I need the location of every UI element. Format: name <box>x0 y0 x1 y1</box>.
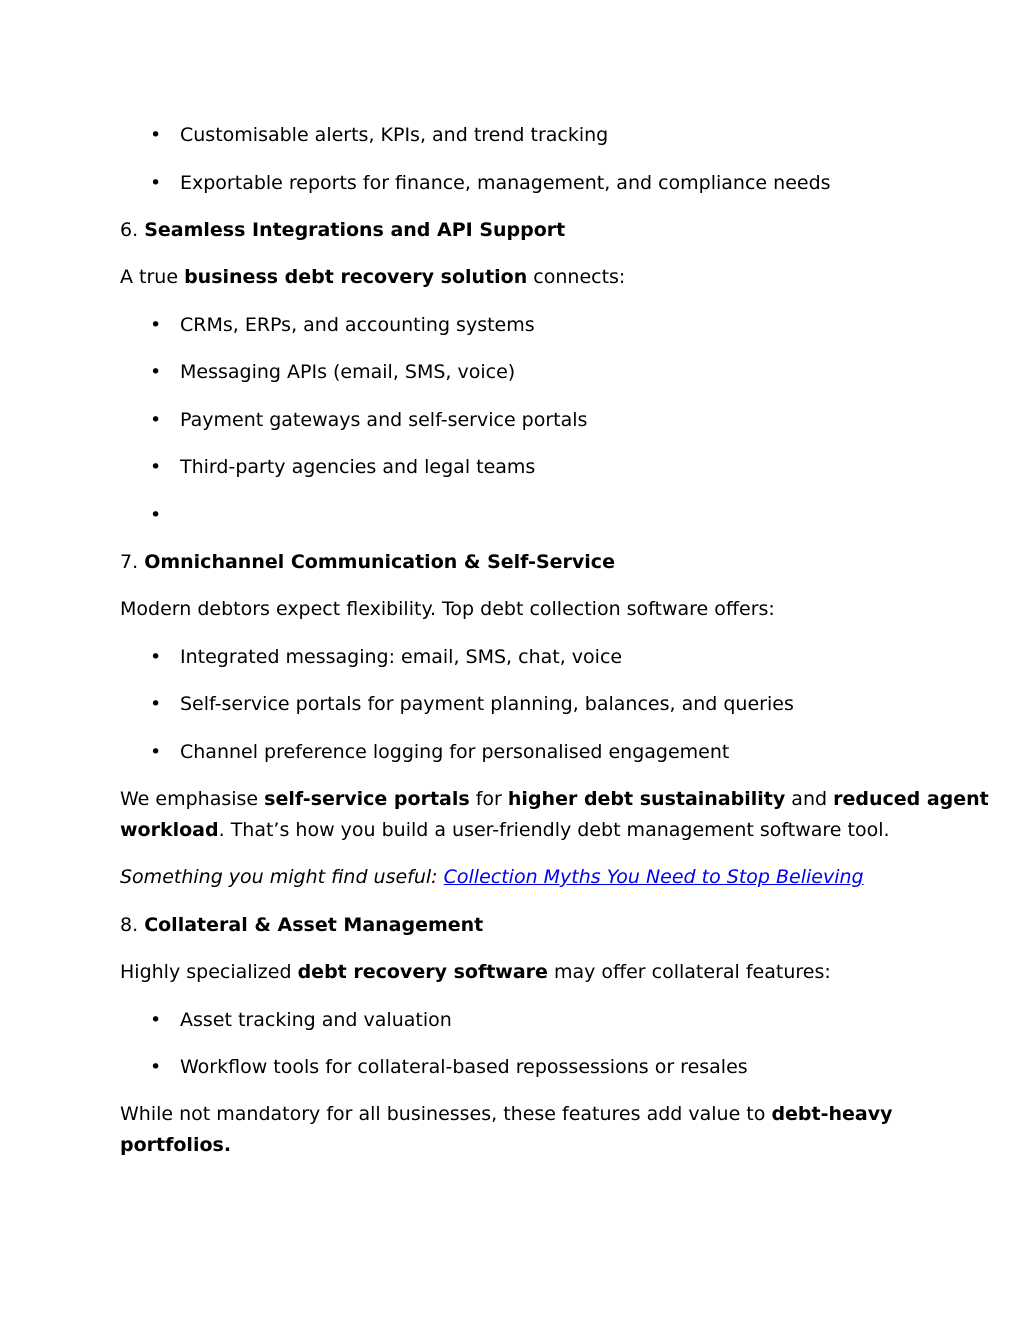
bullet-icon: • <box>150 456 162 478</box>
closing-bold: portfolios. <box>120 1134 232 1156</box>
list-item: Workflow tools for collateral-based repossessions or resales <box>180 1056 748 1078</box>
list-item: CRMs, ERPs, and accounting systems <box>180 314 535 336</box>
bullet-icon: • <box>150 409 162 431</box>
bullet-icon: • <box>150 1009 162 1031</box>
para-bold: reduced agent <box>833 788 989 810</box>
para-bold: workload <box>120 819 219 841</box>
bullet-icon: • <box>150 314 162 336</box>
bullet-icon: • <box>150 172 162 194</box>
list-item: Self-service portals for payment planning, balances, and queries <box>180 693 794 715</box>
closing-bold: debt-heavy <box>771 1103 893 1125</box>
list-item: Integrated messaging: email, SMS, chat, voice <box>180 646 623 668</box>
intro-text: Highly specialized <box>120 961 292 983</box>
intro-bold: debt recovery software <box>297 961 548 983</box>
section-number: 6. <box>120 219 139 241</box>
section-title: Omnichannel Communication & Self-Service <box>144 551 615 573</box>
intro-text: connects: <box>533 266 626 288</box>
list-item: Asset tracking and valuation <box>180 1009 452 1031</box>
para-bold: higher debt sustainability <box>507 788 786 810</box>
intro-text: A true <box>120 266 179 288</box>
para-text: for <box>475 788 502 810</box>
list-item: Customisable alerts, KPIs, and trend tracking <box>180 124 609 146</box>
section-title: Collateral & Asset Management <box>144 914 484 936</box>
bullet-icon: • <box>150 693 162 715</box>
useful-label: Something you might find useful: <box>120 866 438 888</box>
list-item: Payment gateways and self-service portals <box>180 409 588 431</box>
para-text: and <box>791 788 828 810</box>
intro-text: may offer collateral features: <box>553 961 831 983</box>
section-7-intro: Modern debtors expect flexibility. Top debt collection software offers: <box>120 598 775 620</box>
list-item: Third-party agencies and legal teams <box>180 456 536 478</box>
list-item: Channel preference logging for personalised engagement <box>180 741 730 763</box>
bullet-icon: • <box>150 1056 162 1078</box>
useful-link-line <box>120 865 864 889</box>
bullet-icon: • <box>150 124 162 146</box>
article-link[interactable]: Collection Myths You Need to Stop Believing <box>443 866 864 888</box>
para-text: . That’s how you build a user-friendly debt management software tool. <box>218 819 890 841</box>
section-6-intro <box>120 265 625 289</box>
section-8-intro <box>120 960 831 984</box>
section-7-heading <box>120 550 615 574</box>
bullet-icon: • <box>150 504 162 526</box>
section-8-heading <box>120 913 483 937</box>
section-number: 8. <box>120 914 139 936</box>
section-7-paragraph-line-1 <box>120 787 989 811</box>
list-item: Exportable reports for finance, management, and compliance needs <box>180 172 831 194</box>
section-8-closing-line-1 <box>120 1102 893 1126</box>
section-7-paragraph-line-2 <box>120 818 890 842</box>
section-number: 7. <box>120 551 139 573</box>
bullet-icon: • <box>150 646 162 668</box>
section-6-heading <box>120 218 565 242</box>
para-text: We emphasise <box>120 788 259 810</box>
closing-text: While not mandatory for all businesses, these features add value to <box>120 1103 766 1125</box>
list-item: Messaging APIs (email, SMS, voice) <box>180 361 516 383</box>
bullet-icon: • <box>150 741 162 763</box>
para-bold: self-service portals <box>264 788 470 810</box>
bullet-icon: • <box>150 361 162 383</box>
section-title: Seamless Integrations and API Support <box>144 219 566 241</box>
section-8-closing-line-2 <box>120 1133 231 1157</box>
intro-bold: business debt recovery solution <box>184 266 528 288</box>
